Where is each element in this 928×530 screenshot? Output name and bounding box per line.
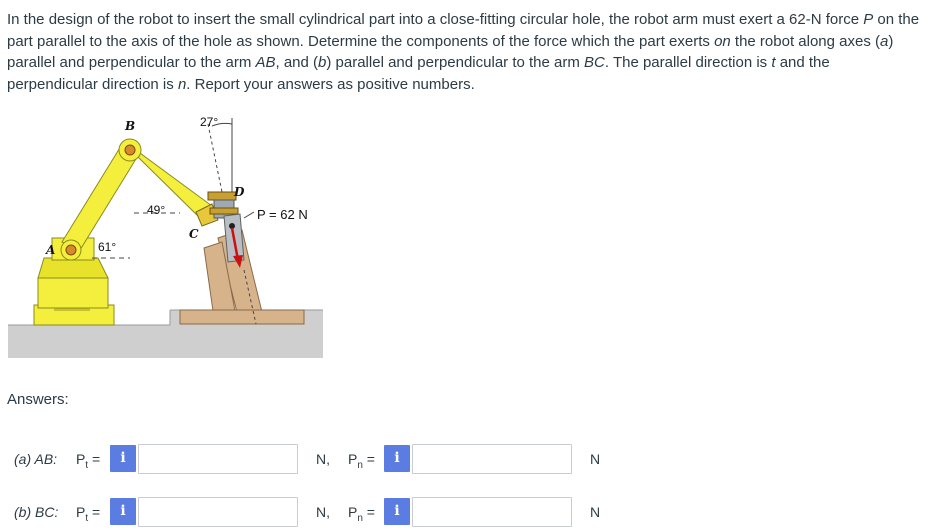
problem-statement: In the design of the robot to insert the small cylindrical part into a close-fitting circular hole, the robot arm must exert a 62-N force P on the part parallel to the axis of the hole as shown. Determine the components of the force which the part exerts on the robot along axes (a) parallel and perpendicular to the arm AB, and (b) parallel and perpendicular to the arm BC. The parallel direction is t and the perpendicular direction is n. Report your answers as positive numbers. (7, 11, 920, 93)
joint-a-pin (66, 245, 76, 255)
robot-figure (0, 110, 330, 365)
pn-unit-ab: N (590, 451, 601, 467)
label-force-p: P = 62 N (257, 207, 308, 222)
force-label-leader (244, 212, 254, 218)
info-button-bc-pt[interactable]: i (110, 498, 136, 525)
row-label-bc: (b) BC: (14, 504, 59, 520)
gripper-plate (208, 192, 236, 200)
pn-symbol-bc: $P_n$ = (348, 504, 375, 524)
row-label-ab: (a) AB: (14, 451, 58, 467)
pn-symbol-ab: $P_n$ = (348, 451, 375, 471)
pn-unit-bc: N (590, 504, 601, 520)
label-a: A (46, 243, 56, 257)
pt-symbol-ab: $P_t$ = (76, 451, 101, 471)
pt-unit-ab: N, (316, 451, 330, 467)
pt-symbol-bc: $P_t$ = (76, 504, 101, 524)
base-body (38, 278, 108, 308)
label-d: D (234, 185, 245, 199)
arm-ab (62, 146, 139, 250)
pt-input-bc[interactable] (138, 497, 298, 527)
answers-heading: Answers: (7, 391, 69, 408)
pn-input-bc[interactable] (412, 497, 572, 527)
label-angle-61: 61° (98, 240, 117, 254)
joint-b-pin (125, 145, 135, 155)
label-b: B (125, 119, 136, 133)
gripper-clamp (210, 208, 238, 214)
pn-input-ab[interactable] (412, 444, 572, 474)
label-c: C (189, 227, 199, 241)
block-base (180, 310, 304, 324)
label-angle-27: 27° (200, 115, 219, 129)
pt-unit-bc: N, (316, 504, 330, 520)
pt-input-ab[interactable] (138, 444, 298, 474)
info-button-ab-pn[interactable]: i (384, 445, 410, 472)
base-top (38, 258, 108, 278)
reference-hole-axis (208, 124, 222, 192)
label-angle-49: 49° (147, 203, 166, 217)
info-button-ab-pt[interactable]: i (110, 445, 136, 472)
info-button-bc-pn[interactable]: i (384, 498, 410, 525)
